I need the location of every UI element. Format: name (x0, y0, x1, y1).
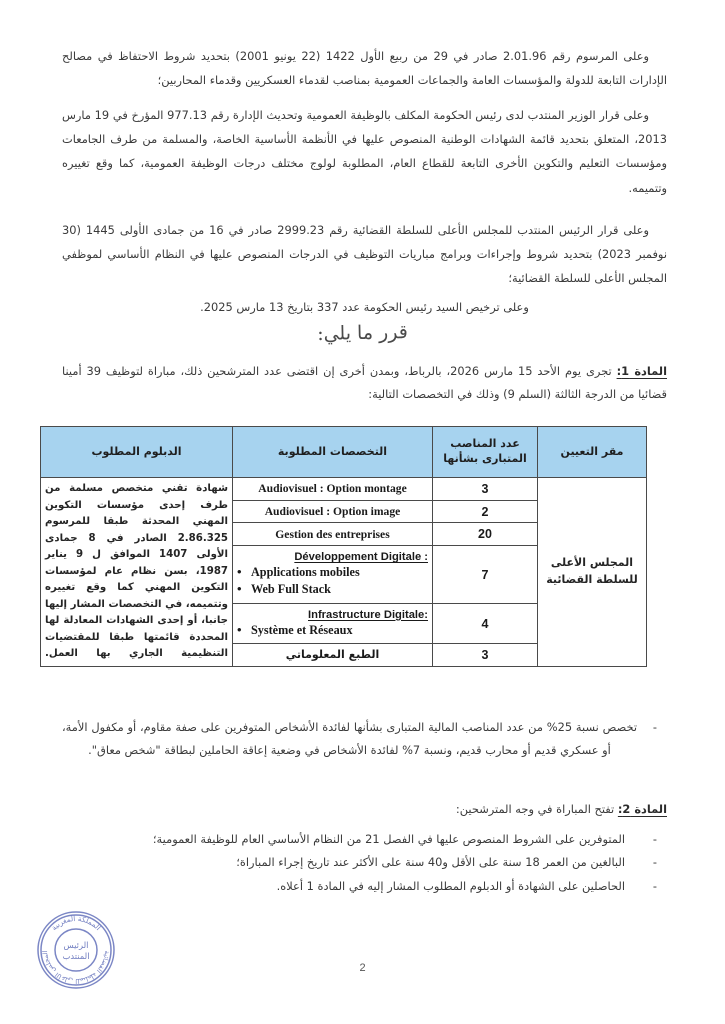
condition-item: - الحاصلين على الشهادة أو الدبلوم المطلوب المشار إليه في المادة 1 أعلاه. (62, 875, 667, 898)
preamble-paragraph-4: وعلى ترخيص السيد رئيس الحكومة عدد 337 بتاريخ 13 مارس 2025. (200, 300, 529, 314)
header-count: عدد المناصب المتبارى بشأنها (433, 427, 538, 478)
cell-count: 3 (433, 478, 538, 501)
article-1-block (62, 360, 667, 406)
cell-specialty: Audiovisuel : Option montage (233, 478, 433, 501)
preamble-paragraph-2: وعلى قرار الوزير المنتدب لدى رئيس الحكومة المكلف بالوظيفة العمومية وتحديث الإدارة رقم 977.13 المؤرخ في 19 مارس 2013، المتعلق بتحديد قائمة الشهادات الوطنية المنصوص عليها في الأنظمة الأساسية الخاصة، والمسلمة من طرف الجامعات ومؤسسات التعليم والتكوين الأخرى التابعة للقطاع العام، المطلوبة لولوج مختلف درجات الوظيفة العمومية، كما وقع تغييره وتتميمه. (62, 108, 667, 195)
cell-count: 4 (433, 604, 538, 644)
specialties-table (40, 426, 647, 667)
article-2-label: المادة 2: (617, 802, 667, 816)
cell-count: 20 (433, 523, 538, 546)
specialty-group-title: Infrastructure Digitale: (308, 608, 428, 621)
decision-heading: قرر ما يلي: (316, 321, 409, 345)
cell-count: 7 (433, 546, 538, 604)
page-number: 2 (359, 962, 366, 974)
cell-count: 3 (433, 643, 538, 666)
cell-count: 2 (433, 500, 538, 523)
quota-note-list (62, 716, 667, 763)
preamble-block-2 (62, 103, 667, 200)
condition-item: - المتوفرين على الشروط المنصوص عليها في الفصل 21 من النظام الأساسي العام للوظيفة العمومية؛ (62, 828, 667, 851)
table-head (41, 427, 647, 478)
preamble-paragraph-1: وعلى المرسوم رقم 2.01.96 صادر في 29 من ربيع الأول 1422 (22 يونيو 2001) بتحديد شروط الاحتفاظ في مصالح الإدارات التابعة للدولة والمؤسسات العامة والجماعات العمومية بمناصب لقدماء العسكريين وقدماء المحاربين؛ (62, 49, 667, 88)
cell-specialty-group (233, 604, 433, 644)
preamble-block-3 (62, 218, 667, 291)
header-specialty: التخصصات المطلوبة (233, 427, 433, 478)
specialty-group-title: Développement Digitale : (294, 551, 428, 564)
article-1-text: تجرى يوم الأحد 15 مارس 2026، بالرباط، وبمدن أخرى إن اقتضى عدد المترشحين ذلك، مباراة لتوظيف 39 أمينا قضائيا من الدرجة الثالثة (السلم 9) وذلك في التخصصات التالية: (62, 364, 667, 401)
article-2-block (62, 798, 667, 821)
cell-specialty: Gestion des entreprises (233, 523, 433, 546)
article-2-text: تفتح المباراة في وجه المترشحين: (455, 802, 615, 816)
table-row (41, 478, 647, 501)
seal-outer-text-2: المجلس الأعلى للسلطة القضائية (40, 950, 112, 986)
cell-place: المجلس الأعلى للسلطة القضائية (538, 478, 647, 667)
article-2-conditions-block (62, 828, 667, 898)
quota-note-item: - تخصص نسبة 25% من عدد المناصب المالية المتبارى بشأنها لفائدة الأشخاص المتوفرين على صفة مقاوم، أو مكفول الأمة، أو عسكري قديم أو محارب قديم، ونسبة 7% لفائدة الأشخاص في وضعية إعاقة الحاملين لبطاقة "شخص معاق". (62, 716, 667, 763)
specialty-bullet: • Applications mobiles (237, 564, 406, 581)
official-seal (24, 898, 128, 1002)
cell-specialty-group (233, 546, 433, 604)
condition-item: - البالغين من العمر 18 سنة على الأقل و40 سنة على الأكثر عند تاريخ إجراء المباراة؛ (62, 851, 667, 874)
article-1-paragraph (62, 360, 667, 406)
specialty-bullet: • Web Full Stack (237, 581, 406, 598)
table-body (41, 478, 647, 667)
preamble-block-4 (62, 295, 667, 319)
article-1-label: المادة 1: (616, 364, 667, 378)
article-2-paragraph (62, 798, 667, 821)
header-diploma: الدبلوم المطلوب (41, 427, 233, 478)
seal-inner-line-2: المنتدب (62, 951, 90, 961)
cell-diploma: شهادة تقني متخصص مسلمة من طرف إحدى مؤسسات التكوين المهني المحدثة طبقا للمرسوم 2.86.325 الصادر في 8 جمادى الأولى 1407 الموافق ل 9 يناير 1987، بسن نظام عام لمؤسسات التكوين المهني كما وقع تغييره وتتميمه، في التخصصات المشار إليها جانبا، أو إحدى الشهادات المعادلة لها المحددة قائمتها طبقا للمقتضيات التنظيمية الجاري بها العمل. (41, 478, 233, 667)
specialty-bullet: • Système et Réseaux (237, 622, 406, 639)
header-place: مقر التعيين (538, 427, 647, 478)
quota-note-block (62, 716, 667, 763)
cell-specialty: الطبع المعلوماتي (233, 643, 433, 666)
preamble-paragraph-3: وعلى قرار الرئيس المنتدب للمجلس الأعلى للسلطة القضائية رقم 2999.23 صادر في 16 من جمادى الأولى 1445 (30 نوفمبر 2023) بتحديد شروط وإجراءات وبرامج مباريات التوظيف في الدرجات المنصوص عليها في النظام الأساسي لموظفي المجلس الأعلى للسلطة القضائية؛ (62, 223, 667, 286)
specialty-bullet-list (237, 622, 428, 639)
specialties-table-wrapper (45, 426, 647, 667)
conditions-list (62, 828, 667, 898)
specialty-bullet-list (237, 564, 428, 598)
seal-inner-line-1: الرئيس (63, 940, 89, 950)
preamble-block (62, 44, 667, 92)
table-header-row (41, 427, 647, 478)
seal-icon (24, 898, 128, 1002)
cell-specialty: Audiovisuel : Option image (233, 500, 433, 523)
seal-outer-text: المملكة المغربية (49, 913, 103, 933)
